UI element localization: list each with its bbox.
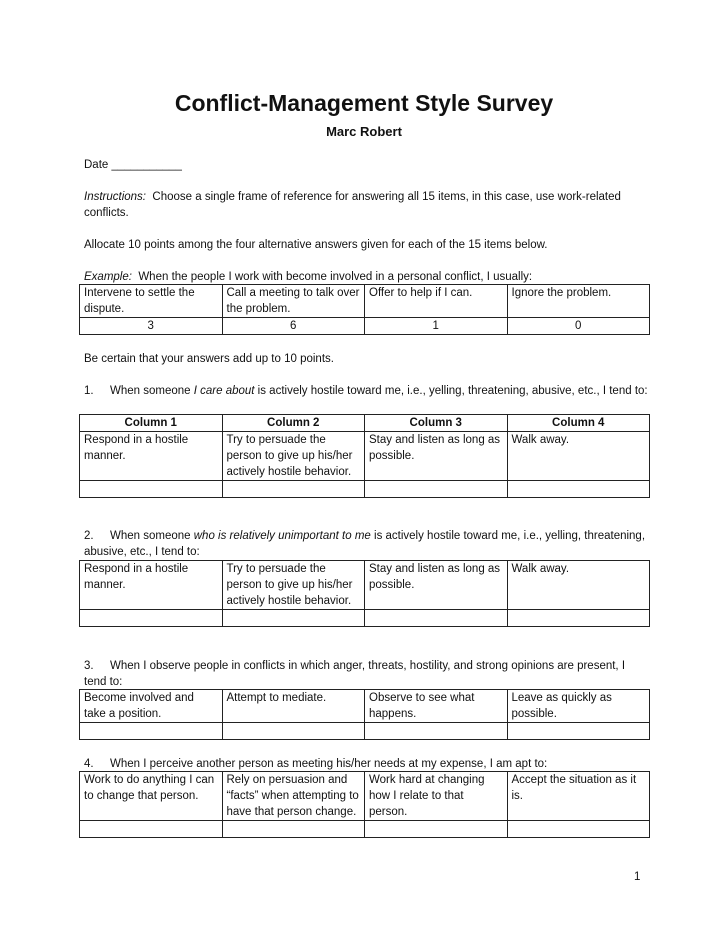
author-name: Marc Robert — [326, 124, 402, 139]
option-2: Attempt to mediate. — [222, 690, 365, 723]
question-3 — [84, 658, 650, 690]
option-3: Work hard at changing how I relate to that person. — [365, 772, 508, 821]
option-1: Respond in a hostile manner. — [80, 432, 223, 481]
question-number: 1. — [84, 385, 94, 397]
example-heading — [84, 269, 532, 285]
question-4-table — [79, 771, 650, 838]
question-number: 3. — [84, 660, 94, 672]
option-2: Try to persuade the person to give up his/her actively hostile behavior. — [222, 432, 365, 481]
question-2-table — [79, 560, 650, 627]
points-cell[interactable] — [507, 481, 650, 498]
example-option-1: Intervene to settle the dispute. — [80, 285, 223, 318]
points-row — [80, 723, 650, 740]
example-points-4: 0 — [507, 318, 650, 335]
points-cell[interactable] — [80, 723, 223, 740]
table-row — [80, 318, 650, 335]
example-text: When the people I work with become involved in a personal conflict, I usually: — [138, 271, 533, 283]
question-text: When I perceive another person as meeting his/her needs at my expense, I am apt to: — [110, 758, 548, 770]
option-1: Respond in a hostile manner. — [80, 561, 223, 610]
option-1: Become involved and take a position. — [80, 690, 223, 723]
option-1: Work to do anything I can to change that person. — [80, 772, 223, 821]
points-cell[interactable] — [80, 481, 223, 498]
option-4: Leave as quickly as possible. — [507, 690, 650, 723]
option-4: Walk away. — [507, 432, 650, 481]
instructions — [84, 189, 644, 221]
column-header-4: Column 4 — [507, 415, 650, 432]
points-cell[interactable] — [222, 723, 365, 740]
option-2: Rely on persuasion and “facts” when attempting to have that person change. — [222, 772, 365, 821]
option-2: Try to persuade the person to give up his/her actively hostile behavior. — [222, 561, 365, 610]
column-header-1: Column 1 — [80, 415, 223, 432]
example-points-1: 3 — [80, 318, 223, 335]
example-option-4: Ignore the problem. — [507, 285, 650, 318]
instructions-label: Instructions: — [84, 191, 146, 203]
points-cell[interactable] — [507, 723, 650, 740]
points-cell[interactable] — [507, 610, 650, 627]
points-cell[interactable] — [365, 723, 508, 740]
page-title: Conflict-Management Style Survey — [174, 90, 554, 116]
example-table — [79, 284, 650, 335]
option-3: Stay and listen as long as possible. — [365, 432, 508, 481]
question-number: 4. — [84, 758, 94, 770]
option-4: Walk away. — [507, 561, 650, 610]
table-row — [80, 285, 650, 318]
example-option-2: Call a meeting to talk over the problem. — [222, 285, 365, 318]
table-row — [80, 432, 650, 481]
points-cell[interactable] — [80, 821, 223, 838]
question-1-table — [79, 414, 650, 498]
question-1 — [84, 383, 650, 399]
question-emphasis: I care about — [193, 385, 255, 397]
column-header-2: Column 2 — [222, 415, 365, 432]
table-row — [80, 772, 650, 821]
instructions-text: Choose a single frame of reference for answering all 15 items, in this case, use work-related conflicts. — [84, 191, 621, 219]
points-cell[interactable] — [222, 610, 365, 627]
column-header-3: Column 3 — [365, 415, 508, 432]
date-line: Date ___________ — [84, 159, 182, 171]
question-text-end: is actively hostile toward me, i.e., yelling, threatening, abusive, etc., I tend to: — [84, 530, 646, 558]
table-row — [80, 690, 650, 723]
points-row — [80, 610, 650, 627]
points-cell[interactable] — [80, 610, 223, 627]
example-points-2: 6 — [222, 318, 365, 335]
points-row — [80, 481, 650, 498]
points-cell[interactable] — [365, 610, 508, 627]
option-4: Accept the situation as it is. — [507, 772, 650, 821]
points-cell[interactable] — [365, 821, 508, 838]
points-row — [80, 821, 650, 838]
question-text: When someone — [110, 530, 194, 542]
question-4 — [84, 756, 650, 772]
points-cell[interactable] — [222, 821, 365, 838]
table-header-row — [80, 415, 650, 432]
points-cell[interactable] — [222, 481, 365, 498]
certain-text: Be certain that your answers add up to 10 points. — [84, 353, 334, 365]
table-row — [80, 561, 650, 610]
question-text: When I observe people in conflicts in which anger, threats, hostility, and strong opinions are present, I tend to: — [84, 660, 626, 688]
points-cell[interactable] — [365, 481, 508, 498]
question-text: When someone — [110, 385, 194, 397]
example-option-3: Offer to help if I can. — [365, 285, 508, 318]
question-2 — [84, 528, 650, 560]
page-number: 1 — [634, 871, 641, 883]
allocate-text: Allocate 10 points among the four alternative answers given for each of the 15 items below. — [84, 239, 548, 251]
question-number: 2. — [84, 530, 94, 542]
example-points-3: 1 — [365, 318, 508, 335]
example-label: Example: — [84, 271, 132, 283]
option-3: Observe to see what happens. — [365, 690, 508, 723]
option-3: Stay and listen as long as possible. — [365, 561, 508, 610]
question-text-end: is actively hostile toward me, i.e., yelling, threatening, abusive, etc., I tend to: — [254, 385, 648, 397]
question-3-table — [79, 689, 650, 740]
question-emphasis: who is relatively unimportant to me — [193, 530, 371, 542]
points-cell[interactable] — [507, 821, 650, 838]
